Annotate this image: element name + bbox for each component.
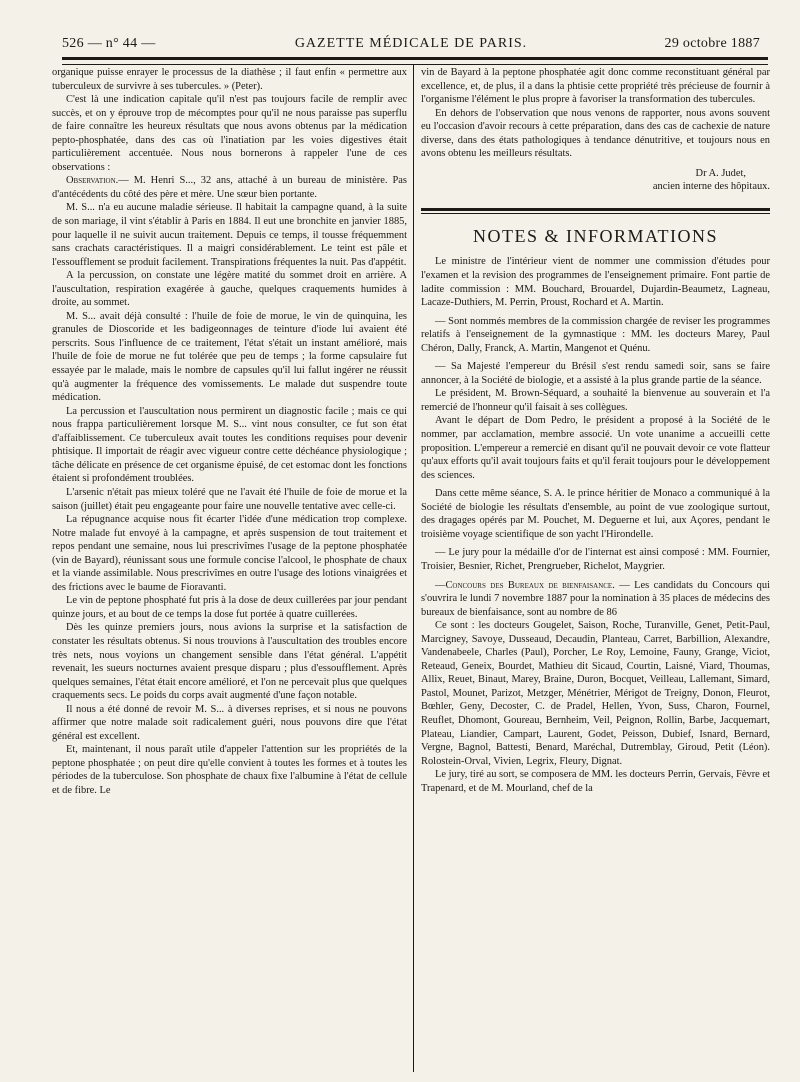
journal-title: GAZETTE MÉDICALE DE PARIS. bbox=[294, 36, 528, 51]
signature-name: Dr A. Judet, bbox=[695, 167, 746, 179]
section-title: NOTES & INFORMATIONS bbox=[472, 225, 718, 246]
observation-paragraph bbox=[52, 174, 407, 201]
paragraph: La percussion et l'auscultation nous permirent un diagnostic facile ; mais ce qui nous frappa particulièrement lorsque M. S... vint nous consulter, ce fut son état d'affaiblissement. Ce tuberculeux avait toutes les conditions requises pour devenir phtisique. Il importait de réagir avec vigueur contre cette déchéance physiologique ; tâche délicate en présence de cet organisme épuisé, de cet estomac dont les fonctions étaient si profondément troublées. bbox=[52, 405, 407, 485]
left-column bbox=[52, 66, 407, 798]
paragraph: M. S... avait déjà consulté : l'huile de foie de morue, le vin de quinquina, les granules de Dioscoride et les badigeonnages de teinture d'iode lui avaient été perscrits. Sous l'influence de ce traitement, l'état s'était un instant amélioré, mais l'huile de foie de morue ne fut tolérée que peu de temps ; la forme capsulaire fut essayée par le malade, mais le nombre de capsules qu'il lui fallut ingérer ne réussit qu'à augmenter la fréquence des vomissements. Le malade dut suspendre toute médication. bbox=[52, 310, 407, 404]
candidate-list: Ce sont : les docteurs Gougelet, Saison, Roche, Turanville, Genet, Petit-Paul, Marcigney, Savoye, Dusseaud, Decaudin, Planteau, Carret, Barbillion, Alexandre, Vandenabeele, Charles (Paul), Porcher, Le Roy, Lemoine, Fauny, Grange, Viciot, Reteaud, Geneix, Bourdet, Mathieu dit Sicaud, Courtin, Laisné, Viard, Thoumas, Allix, Reuet, Binaut, Marey, Braine, Duron, Bocquet, Veilleau, Lallemant, Simard, Pastol, Mounet, Parizot, Metzger, Ménétrier, Mérigot de Treigny, Donon, Fleurot, Bœhler, Geny, Decoster, C. de Pradel, Hellen, Yvon, Suss, Charon, Fournel, Reuflet, Dhomont, Goureau, Bernheim, Veil, Peignon, Rollin, Barbe, Jacquemart, Plateau, Liandier, Campart, Laurent, Godet, Peisson, Dubief, Isnard, Bernard, Vergne, Bagnol, Battesti, Benard, Maréchal, Dutremblay, Giroud, Petit (Léon). Rolostein-Orval, Vivien, Legrix, Fleury, Dignat. bbox=[421, 620, 770, 767]
signature-title: ancien interne des hôpitaux. bbox=[652, 181, 770, 193]
paragraph: Et, maintenant, il nous paraît utile d'appeler l'attention sur les propriétés de la peptone phosphatée ; on peut dire qu'elle convient à toutes les formes et à toutes les périodes de la tuberculose. Son phosphate de chaux fixe l'albumine à l'état de cellule et de fibre. Le bbox=[52, 744, 407, 796]
news-item: — Sont nommés membres de la commission chargée de reviser les programmes relatifs à l'enseignement de la gymnastique : MM. les docteurs Marey, Paul Chéron, Dally, Franck, A. Martin, Mangenot et Quénu. bbox=[421, 315, 770, 354]
section-rule bbox=[421, 208, 770, 214]
paragraph: vin de Bayard à la peptone phosphatée agit donc comme reconstituant général par excellence, et, de plus, il a dans la phtisie cette propriété très précieuse de fournir à l'organisme l'élément le plus propre à favoriser la transformation des tubercules. bbox=[421, 67, 770, 106]
issue-date: 29 octobre 1887 bbox=[664, 36, 760, 51]
news-item-concours bbox=[421, 579, 770, 620]
paragraph: C'est là une indication capitale qu'il n'est pas toujours facile de remplir avec succès, et on y éprouve trop de mécomptes pour qu'il ne nous paraisse pas superflu de faire connaître les heureux résultats que nous avons obtenus par la médication pepto-phosphatée, dans des cas où l'inatiation par les voies digestives était particulièrement accentuée. Nous nous bornerons à rappeler l'une de ces observations : bbox=[52, 94, 407, 173]
concours-text: — Les candidats du Concours qui s'ouvrira le lundi 7 novembre 1887 pour la nomination à 35 places de médecins des bureaux de bienfaisance, sont au nombre de 86 bbox=[421, 579, 770, 618]
paragraph: A la percussion, on constate une légère matité du sommet droit en arrière. A l'auscultation, respiration exagérée à gauche, quelques craquements humides à droite, au sommet. bbox=[52, 270, 407, 309]
paragraph: M. S... n'a eu aucune maladie sérieuse. Il habitait la campagne quand, à la suite de son mariage, il vint s'établir à Paris en 1884. Il eut une bronchite en janvier 1885, pour laquelle il ne suivit aucun traitement. Depuis ce temps, il tousse fréquemment sans crachats caractéristiques. Il a maigri considérablement. Le teint est pâle et l'essoufflement se produit facilement. Transpirations fréquentes la nuit. Pas d'appétit. bbox=[52, 202, 407, 268]
observation-label: Observation. bbox=[66, 175, 119, 187]
paragraph: organique puisse enrayer le processus de la diathèse ; il faut enfin « permettre aux tuberculeux de survivre à ses tubercules. » (Peter). bbox=[52, 67, 407, 92]
news-item: Le président, M. Brown-Séquard, a souhaité la bienvenue au souverain et l'a remercié de l'honneur qu'il faisait à ses collègues. bbox=[421, 388, 770, 413]
paragraph: La répugnance acquise nous fit écarter l'idée d'une médication trop complexe. Notre malade fut envoyé à la campagne, et après suspension de tout traitement et repos pendant une semaine, nous lui prescrivîmes l'usage de la peptone phosphatée (vin de Bayard), réunissant sous une formule concise l'alcool, le phosphate de chaux et la viande assimilable. Nous prescrivîmes en outre l'usage des lotions vinaigrées et des frictions avec le baume de Fioravanti. bbox=[52, 514, 407, 593]
news-item: Dans cette même séance, S. A. le prince héritier de Monaco a communiqué à la Société de biologie les résultats d'ensemble, au point de vue zoologique surtout, des dragages opérés par M. Pouchet, M. Deguerne et lui, aux Açores, pendant le troisième voyage scientifique de son yacht l'Hirondelle. bbox=[421, 488, 770, 540]
page-header bbox=[62, 36, 760, 54]
paragraph: En dehors de l'observation que nous venons de rapporter, nous avons souvent eu l'occasion d'avoir recours à cette préparation, dans des cas de cachexie de nature diverse, dans des états pathologiques à tendance dénutritive, et toujours nous en avons obtenu les meilleurs résultats. bbox=[421, 107, 770, 160]
column-divider bbox=[413, 64, 414, 1072]
concours-label: —Concours des Bureaux de bienfaisance. bbox=[435, 579, 615, 591]
news-item: — Sa Majesté l'empereur du Brésil s'est rendu samedi soir, sans se faire annoncer, à la Société de biologie, et a assisté à la plus grande partie de la séance. bbox=[421, 361, 770, 386]
paragraph: L'arsenic n'était pas mieux toléré que ne l'avait été l'huile de foie de morue et la saison (juillet) était peu engageante pour faire une nouvelle tentative avec celle-ci. bbox=[52, 486, 407, 512]
news-item: — Le jury pour la médaille d'or de l'internat est ainsi composé : MM. Fournier, Troisier, Besnier, Richet, Prengrueber, Richelot, Maygrier. bbox=[421, 547, 770, 572]
news-item: Le jury, tiré au sort, se composera de MM. les docteurs Perrin, Gervais, Fèvre et Trapenard, et de M. Mourland, chef de la bbox=[421, 769, 770, 794]
paragraph: Il nous a été donné de revoir M. S... à diverses reprises, et si nous ne pouvons affirmer que notre malade soit radicalement guéri, nous pouvons dire que l'état général est excellent. bbox=[52, 703, 407, 742]
paragraph: Dès les quinze premiers jours, nous avions la surprise et la satisfaction de constater les résultats obtenus. Si nous trouvions à l'auscultation des troubles encore très nets, nous voyions un changement sensible dans l'état général. L'appétit revenait, les sueurs nocturnes avaient presque disparu ; plus d'essoufflement. Après quelques semaines, l'état était encore amélioré, et l'on ne percevait plus que quelques craquements secs. Le poids du corps avait augmenté d'une façon notable. bbox=[52, 622, 407, 702]
observation-text: — M. Henri S..., 32 ans, attaché à un bureau de ministère. Pas d'antécédents du côté des père et mère. Une sœur bien portante. bbox=[52, 175, 407, 200]
news-item: Avant le départ de Dom Pedro, le président a proposé à la Société de le nommer, par acclamation, membre associé. Un vote unanime a accueilli cette proposition. L'empereur a remercié en disant qu'il ne pouvait devoir ce vote flatteur qu'aux efforts qu'il avait toujours faits et qu'il ferait toujours pour le développement des sciences. bbox=[421, 415, 770, 481]
right-column bbox=[421, 66, 770, 795]
header-rule bbox=[62, 57, 768, 65]
news-item: Le ministre de l'intérieur vient de nommer une commission d'études pour l'examen et la revision des programmes de l'enseignement primaire. Font partie de ladite commission : MM. Bouchard, Brouardel, Dujardin-Beaumetz, Lagneau, Lacaze-Duthiers, M. Perrin, Proust, Rochard et A. Martin. bbox=[421, 256, 770, 309]
page-number: 526 — n° 44 — bbox=[62, 36, 156, 51]
paragraph: Le vin de peptone phosphaté fut pris à la dose de deux cuillerées par jour pendant quinze jours, et au bout de ce temps la dose fut portée à quatre cuillerées. bbox=[52, 595, 407, 620]
